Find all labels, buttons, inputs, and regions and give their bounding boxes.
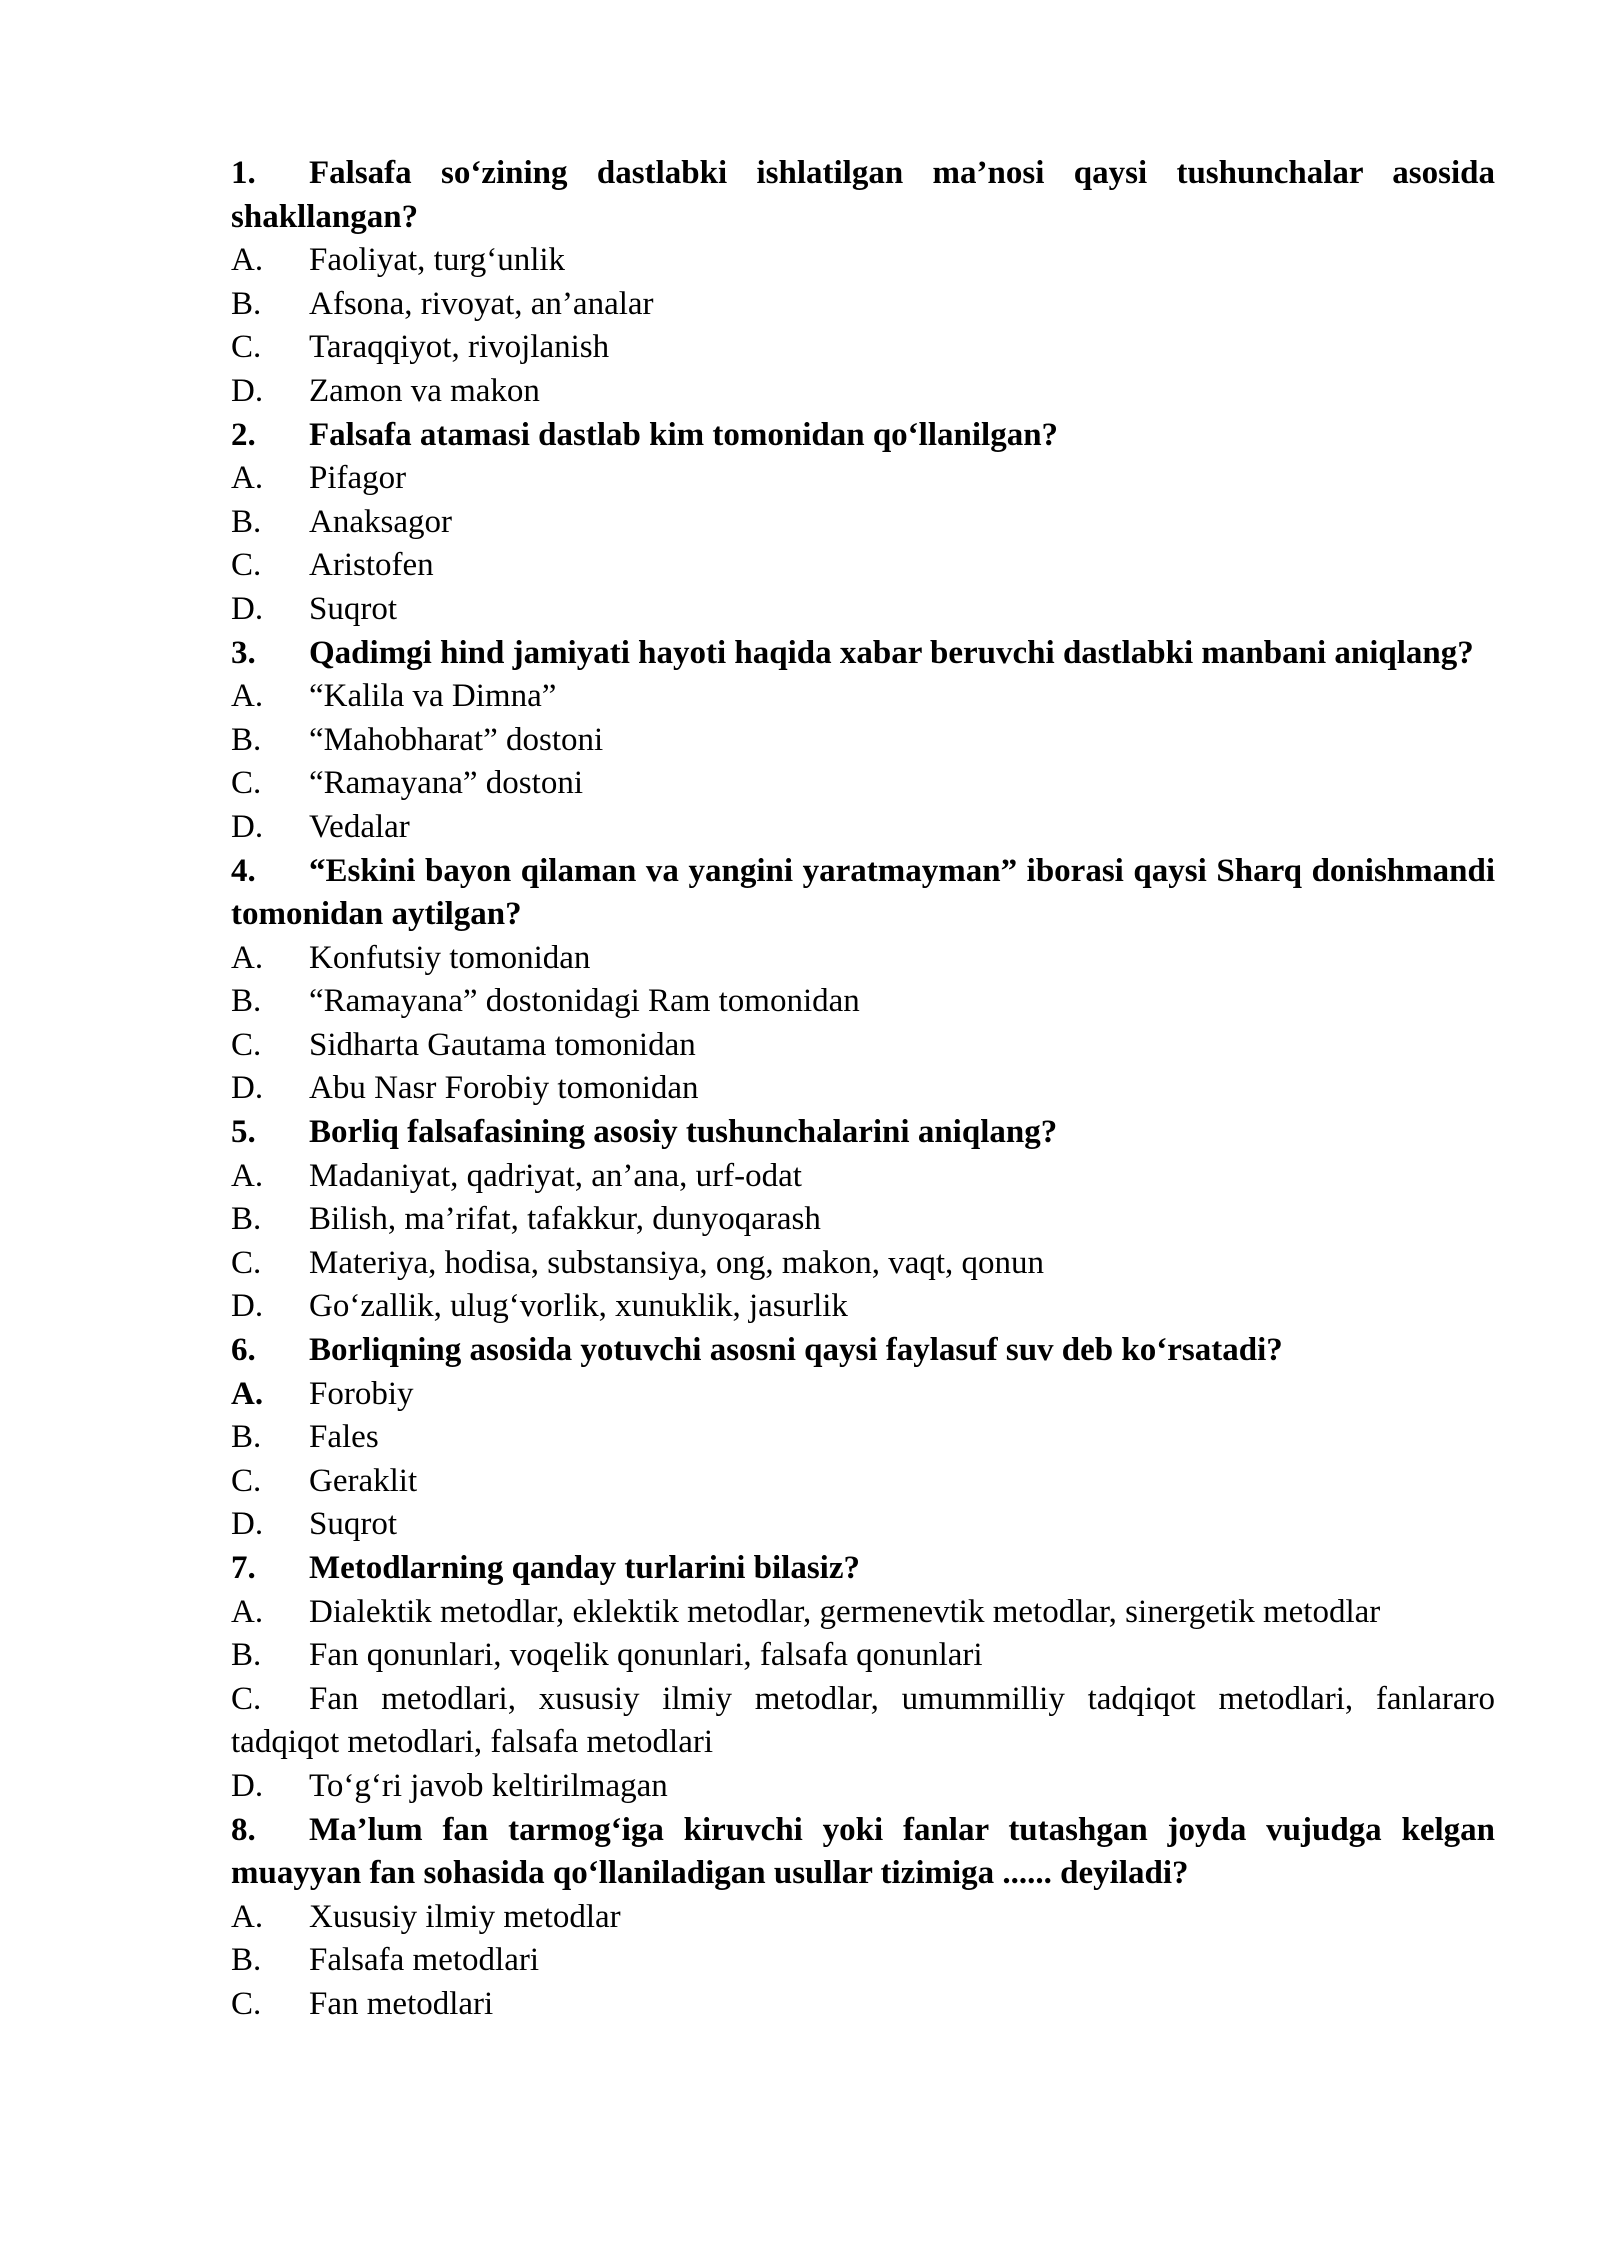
option-label: C.	[231, 329, 262, 366]
option-text: Vedalar	[309, 808, 410, 845]
question-4	[231, 850, 1495, 937]
option-text: Madaniyat, qadriyat, an’ana, urf-odat	[309, 1157, 802, 1194]
option-8a	[231, 1896, 1495, 1940]
option-text: Go‘zallik, ulug‘vorlik, xunuklik, jasurlik	[309, 1288, 848, 1325]
question-3	[231, 632, 1495, 676]
option-label: C.	[231, 1244, 262, 1281]
option-label: A.	[231, 1898, 264, 1935]
option-text: Aristofen	[309, 547, 434, 584]
option-text: Pifagor	[309, 460, 407, 497]
option-text: Taraqqiyot, rivojlanish	[309, 329, 610, 366]
option-label: D.	[231, 808, 264, 845]
question-number: 3.	[231, 634, 256, 671]
option-label: D.	[231, 372, 264, 409]
question-text: Borliqning asosida yotuvchi asosni qaysi faylasuf suv deb ko‘rsatadi?	[309, 1332, 1283, 1369]
option-text: “Mahobharat” dostoni	[309, 721, 604, 758]
option-label: D.	[231, 1288, 264, 1325]
option-5d	[231, 1285, 1495, 1329]
option-text: Zamon va makon	[309, 372, 540, 409]
option-label: B.	[231, 983, 262, 1020]
option-7a	[231, 1591, 1495, 1635]
option-4d	[231, 1067, 1495, 1111]
option-6d	[231, 1503, 1495, 1547]
option-label: B.	[231, 1637, 262, 1674]
option-text: Forobiy	[309, 1375, 414, 1412]
option-label: A.	[231, 678, 264, 715]
option-label: C.	[231, 765, 262, 802]
option-text: Afsona, rivoyat, an’analar	[309, 285, 654, 322]
option-8b	[231, 1939, 1495, 1983]
question-number: 6.	[231, 1332, 256, 1369]
option-1b	[231, 283, 1495, 327]
option-4c	[231, 1024, 1495, 1068]
option-5c	[231, 1242, 1495, 1286]
option-label: C.	[231, 1462, 262, 1499]
option-text: Materiya, hodisa, substansiya, ong, makon, vaqt, qonun	[309, 1244, 1045, 1281]
question-number: 8.	[231, 1811, 256, 1848]
question-8	[231, 1809, 1495, 1896]
option-2d	[231, 588, 1495, 632]
option-text: Fan qonunlari, voqelik qonunlari, falsafa qonunlari	[309, 1637, 983, 1674]
option-label: D.	[231, 590, 264, 627]
option-text: Fan metodlari	[309, 1985, 494, 2022]
option-text: Bilish, ma’rifat, tafakkur, dunyoqarash	[309, 1201, 821, 1238]
option-text: Dialektik metodlar, eklektik metodlar, germenevtik metodlar, sinergetik metodlar	[309, 1593, 1381, 1630]
test-document	[231, 152, 1495, 2027]
option-text: Xususiy ilmiy metodlar	[309, 1898, 621, 1935]
option-6a	[231, 1373, 1495, 1417]
option-7c	[231, 1678, 1495, 1765]
option-label: A.	[231, 939, 264, 976]
option-1a	[231, 239, 1495, 283]
option-text: Geraklit	[309, 1462, 418, 1499]
option-text: To‘g‘ri javob keltirilmagan	[309, 1767, 668, 1804]
option-label: B.	[231, 1942, 262, 1979]
option-label: A.	[231, 242, 264, 279]
option-text: Sidharta Gautama tomonidan	[309, 1026, 696, 1063]
option-text: Fales	[309, 1419, 379, 1456]
question-text: Ma’lum fan tarmog‘iga kiruvchi yoki fanlar tutashgan joyda vujudga kelgan muayyan fan sohasida qo‘llaniladigan usullar tizimiga ...... deyiladi?	[231, 1811, 1495, 1892]
option-label: D.	[231, 1506, 264, 1543]
option-3d	[231, 806, 1495, 850]
option-label: B.	[231, 503, 262, 540]
question-text: “Eskini bayon qilaman va yangini yaratmayman” iborasi qaysi Sharq donishmandi tomonidan aytilgan?	[231, 852, 1495, 933]
option-label: A.	[231, 1593, 264, 1630]
option-label: A.	[231, 1375, 264, 1412]
option-text: Faoliyat, turg‘unlik	[309, 242, 566, 279]
option-label: A.	[231, 460, 264, 497]
question-number: 1.	[231, 155, 256, 191]
option-text: “Ramayana” dostoni	[309, 765, 583, 802]
option-3c	[231, 762, 1495, 806]
option-label: C.	[231, 1985, 262, 2022]
option-label: C.	[231, 547, 262, 584]
option-1d	[231, 370, 1495, 414]
option-6b	[231, 1416, 1495, 1460]
option-2c	[231, 544, 1495, 588]
option-3b	[231, 719, 1495, 763]
option-7d	[231, 1765, 1495, 1809]
question-text: Metodlarning qanday turlarini bilasiz?	[309, 1550, 860, 1586]
question-number: 4.	[231, 852, 256, 889]
option-5a	[231, 1155, 1495, 1199]
option-text: Konfutsiy tomonidan	[309, 939, 591, 976]
option-8c	[231, 1983, 1495, 2027]
question-text: Falsafa atamasi dastlab kim tomonidan qo‘llanilgan?	[309, 416, 1059, 453]
question-number: 5.	[231, 1114, 256, 1151]
option-3a	[231, 675, 1495, 719]
question-5	[231, 1111, 1495, 1155]
option-5b	[231, 1198, 1495, 1242]
option-text: “Kalila va Dimna”	[309, 678, 557, 715]
option-2a	[231, 457, 1495, 501]
option-label: B.	[231, 1201, 262, 1238]
question-text: Falsafa so‘zining dastlabki ishlatilgan ma’nosi qaysi tushunchalar asosida shakllangan?	[231, 155, 1495, 235]
option-label: B.	[231, 1419, 262, 1456]
option-label: D.	[231, 1767, 264, 1804]
option-4a	[231, 937, 1495, 981]
option-label: B.	[231, 285, 262, 322]
question-number: 2.	[231, 416, 256, 453]
question-number: 7.	[231, 1550, 256, 1586]
option-text: Suqrot	[309, 590, 398, 627]
question-6	[231, 1329, 1495, 1373]
question-1	[231, 152, 1495, 239]
option-text: Falsafa metodlari	[309, 1942, 540, 1979]
option-7b	[231, 1634, 1495, 1678]
option-text: Abu Nasr Forobiy tomonidan	[309, 1070, 699, 1107]
question-text: Qadimgi hind jamiyati hayoti haqida xabar beruvchi dastlabki manbani aniqlang?	[309, 634, 1474, 671]
option-6c	[231, 1460, 1495, 1504]
option-4b	[231, 980, 1495, 1024]
option-label: A.	[231, 1157, 264, 1194]
option-1c	[231, 326, 1495, 370]
option-label: D.	[231, 1070, 264, 1107]
option-label: B.	[231, 721, 262, 758]
option-label: C.	[231, 1680, 262, 1717]
option-2b	[231, 501, 1495, 545]
option-text: Fan metodlari, xususiy ilmiy metodlar, umummilliy tadqiqot metodlari, fanlararo tadqiqot metodlari, falsafa metodlari	[231, 1680, 1495, 1761]
question-7	[231, 1547, 1495, 1591]
option-text: Anaksagor	[309, 503, 452, 540]
option-text: “Ramayana” dostonidagi Ram tomonidan	[309, 983, 860, 1020]
question-text: Borliq falsafasining asosiy tushunchalarini aniqlang?	[309, 1114, 1058, 1151]
question-2	[231, 414, 1495, 458]
option-text: Suqrot	[309, 1506, 398, 1543]
option-label: C.	[231, 1026, 262, 1063]
